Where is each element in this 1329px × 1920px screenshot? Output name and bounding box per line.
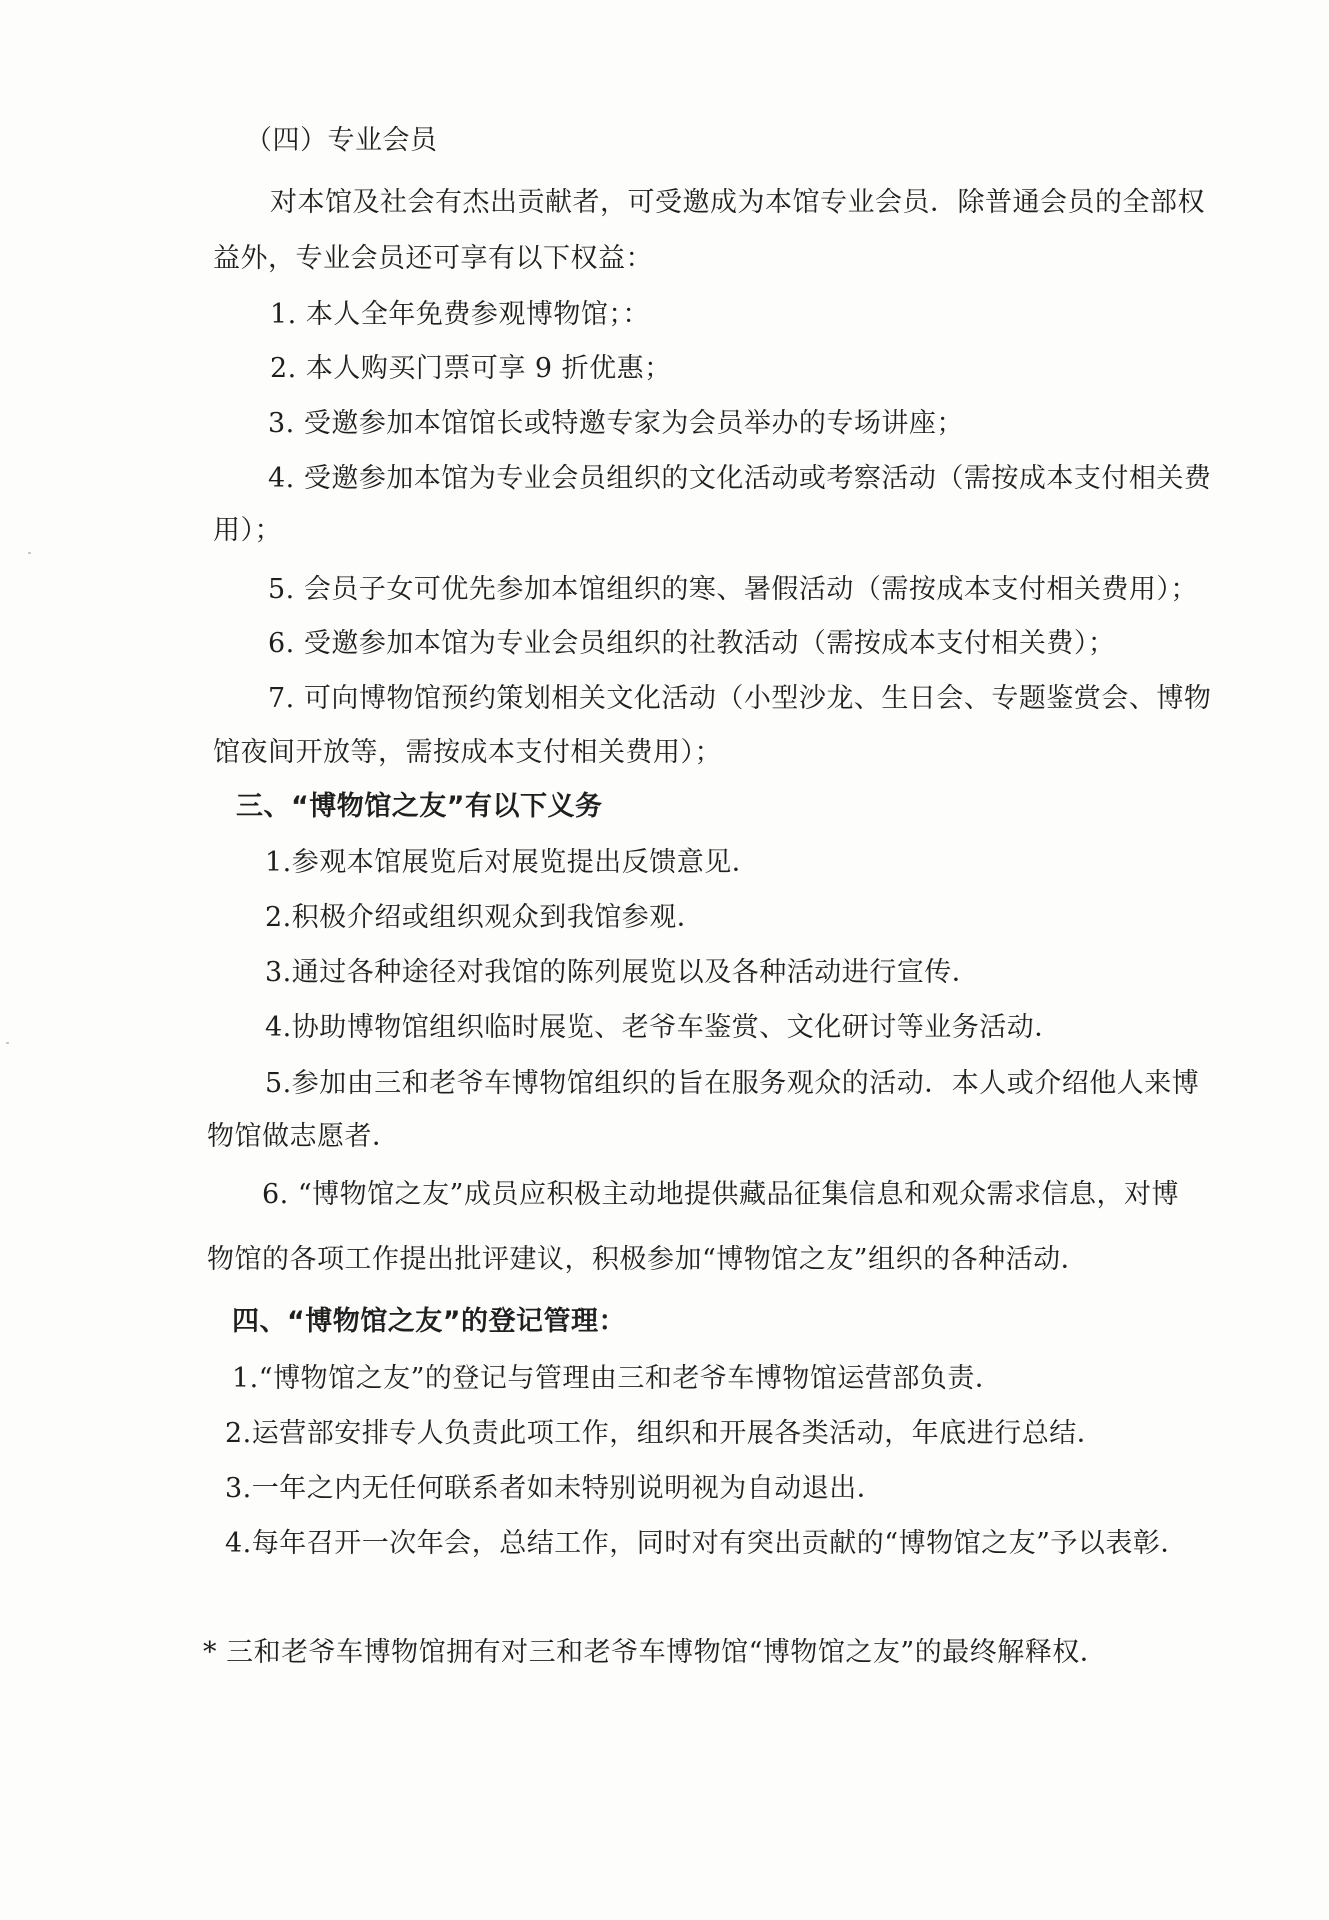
list-item: 5. 会员子女可优先参加本馆组织的寒、暑假活动（需按成本支付相关费用）； xyxy=(268,574,1198,605)
list-item: 4.协助博物馆组织临时展览、老爷车鉴赏、文化研讨等业务活动． xyxy=(265,1012,1062,1043)
paragraph-line: 益外，专业会员还可享有以下权益： xyxy=(213,243,653,274)
list-item: 2.运营部安排专人负责此项工作，组织和开展各类活动，年底进行总结． xyxy=(225,1418,1105,1449)
list-item-continuation: 物馆的各项工作提出批评建议，积极参加“博物馆之友”组织的各种活动． xyxy=(207,1244,1089,1275)
list-item: 3. 受邀参加本馆馆长或特邀专家为会员举办的专场讲座； xyxy=(268,408,964,439)
list-item: 3.通过各种途径对我馆的陈列展览以及各种活动进行宣传． xyxy=(265,957,980,988)
list-item-continuation: 馆夜间开放等，需按成本支付相关费用）； xyxy=(213,737,722,768)
list-item: 6. “博物馆之友”成员应积极主动地提供藏品征集信息和观众需求信息，对博 xyxy=(262,1179,1179,1210)
list-item: 1.“博物馆之友”的登记与管理由三和老爷车博物馆运营部负责． xyxy=(232,1363,1003,1394)
paragraph-line: 对本馆及社会有杰出贡献者，可受邀成为本馆专业会员．除普通会员的全部权 xyxy=(270,187,1205,218)
list-item: 2.积极介绍或组织观众到我馆参观． xyxy=(265,902,705,933)
list-item: 2. 本人购买门票可享 9 折优惠； xyxy=(270,353,672,384)
list-item: 3.一年之内无任何联系者如未特别说明视为自动退出． xyxy=(225,1473,885,1504)
list-item: 7. 可向博物馆预约策划相关文化活动（小型沙龙、生日会、专题鉴赏会、博物 xyxy=(268,683,1212,714)
list-item: 1. 本人全年免费参观博物馆；： xyxy=(270,299,650,330)
section-heading-professional-member: （四）专业会员 xyxy=(245,125,438,156)
list-item: 5.参加由三和老爷车博物馆组织的旨在服务观众的活动．本人或介绍他人来博 xyxy=(265,1068,1200,1099)
section-heading-registration: 四、“博物馆之友”的登记管理： xyxy=(232,1306,626,1337)
section-heading-obligations: 三、“博物馆之友”有以下义务 xyxy=(236,791,603,822)
scan-speck xyxy=(28,552,31,554)
list-item-continuation: 物馆做志愿者． xyxy=(207,1121,400,1152)
footnote: * 三和老爷车博物馆拥有对三和老爷车博物馆“博物馆之友”的最终解释权． xyxy=(203,1637,1108,1668)
scan-speck xyxy=(6,1042,9,1044)
list-item: 6. 受邀参加本馆为专业会员组织的社教活动（需按成本支付相关费）； xyxy=(268,628,1116,659)
list-item-continuation: 用）； xyxy=(213,515,282,546)
list-item: 1.参观本馆展览后对展览提出反馈意见． xyxy=(265,847,760,878)
list-item: 4. 受邀参加本馆为专业会员组织的文化活动或考察活动（需按成本支付相关费 xyxy=(268,463,1212,494)
list-item: 4.每年召开一次年会，总结工作，同时对有突出贡献的“博物馆之友”予以表彰． xyxy=(225,1528,1188,1559)
